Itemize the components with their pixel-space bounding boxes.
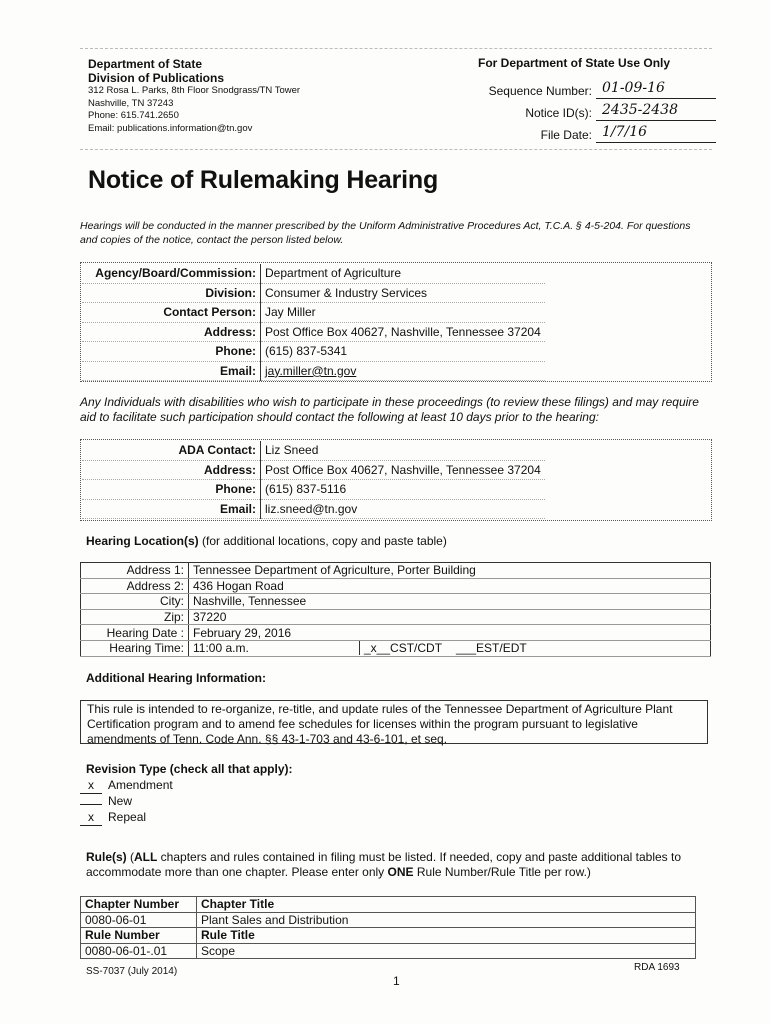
ada-contact-value[interactable]: Liz Sneed: [261, 441, 545, 460]
repeal-label: Repeal: [108, 809, 147, 824]
address2-value[interactable]: 436 Hogan Road: [189, 578, 711, 594]
dept-address: 312 Rosa L. Parks, 8th Floor Snodgrass/TN Tower: [88, 85, 301, 96]
rules-table: [80, 896, 696, 959]
contact-row: [82, 303, 545, 323]
chapter-row: [81, 912, 696, 928]
agency-table: [82, 264, 545, 381]
repeal-checkbox[interactable]: x: [80, 810, 102, 827]
zip-value[interactable]: 37220: [189, 609, 711, 625]
agency-row: [82, 264, 545, 283]
page-title: Notice of Rulemaking Hearing: [88, 166, 439, 194]
new-label: New: [108, 794, 133, 808]
rules-instructions: Rule(s) (ALL chapters and rules contained in filing must be listed. If needed, copy and paste additional tables to accommodate more than one chapter. Please enter only ONE Rule Number/Rule Title per row.): [86, 850, 682, 879]
ada-address-row: [82, 460, 545, 480]
agency-label: Agency/Board/Commission:: [82, 264, 261, 283]
address-label: Address:: [82, 322, 261, 342]
address2-label: Address 2:: [81, 578, 189, 594]
address-row: [82, 322, 545, 342]
revision-heading: Revision Type (check all that apply):: [86, 762, 293, 776]
location-heading: [86, 534, 447, 548]
ada-address-value[interactable]: Post Office Box 40627, Nashville, Tennessee 37204: [261, 460, 545, 480]
hearing-date-value[interactable]: February 29, 2016: [189, 625, 711, 641]
rda-number: RDA 1693: [634, 962, 680, 973]
dept-contact-block: [88, 57, 300, 135]
rules-heading-post: Rule Number/Rule Title per row.): [413, 865, 591, 879]
rules-heading-all: ALL: [134, 850, 158, 864]
additional-heading: [86, 671, 266, 685]
rules-heading-mid: chapters and rules contained in filing must be listed. If needed, copy and paste additional tables to accommodate more than one chapter. Please enter only: [86, 850, 682, 879]
revision-item: [80, 794, 293, 810]
contact-value[interactable]: Jay Miller: [261, 303, 545, 323]
location-heading-bold: Hearing Location(s): [86, 534, 199, 548]
email-row: [82, 361, 545, 381]
division-value[interactable]: Consumer & Industry Services: [261, 283, 545, 303]
rules-heading-bold: Rule(s): [86, 850, 127, 864]
location-row: [81, 563, 711, 579]
address-value[interactable]: Post Office Box 40627, Nashville, Tennessee 37204: [261, 322, 545, 342]
page-number: 1: [393, 974, 400, 988]
rule-header-row: [81, 928, 696, 944]
location-row: [81, 578, 711, 594]
notice-value[interactable]: 2435-2438: [596, 102, 716, 121]
ada-table: [82, 441, 545, 519]
division-name: Division of Publications: [88, 71, 225, 85]
new-checkbox[interactable]: [80, 804, 102, 805]
address1-value[interactable]: Tennessee Department of Agriculture, Porter Building: [189, 563, 711, 579]
ada-phone-value[interactable]: (615) 837-5116: [261, 480, 545, 500]
agency-value[interactable]: Department of Agriculture: [261, 264, 545, 283]
tz-est-option[interactable]: ___EST/EDT: [456, 641, 527, 656]
state-use-block: [470, 56, 710, 143]
tz-cst-option[interactable]: _x__CST/CDT: [364, 641, 443, 656]
chapter-title-header: Chapter Title: [197, 897, 696, 913]
timezone-options: [359, 641, 541, 655]
sequence-value[interactable]: 01-09-16: [596, 80, 716, 99]
rule-number-value[interactable]: 0080-06-01-.01: [81, 943, 197, 959]
file-date-row: [470, 124, 710, 143]
rule-title-header: Rule Title: [197, 928, 696, 944]
rules-heading-one: ONE: [387, 865, 414, 879]
chapter-number-value[interactable]: 0080-06-01: [81, 912, 197, 928]
rule-title-value[interactable]: Scope: [197, 943, 696, 959]
dept-name: Department of State: [88, 57, 203, 71]
notice-label: Notice ID(s):: [525, 106, 592, 120]
rule-number-header: Rule Number: [81, 928, 197, 944]
ada-address-label: Address:: [82, 460, 261, 480]
additional-heading-text: Additional Hearing Information:: [86, 671, 266, 685]
location-row: [81, 594, 711, 610]
address1-label: Address 1:: [81, 563, 189, 579]
sequence-label: Sequence Number:: [488, 84, 592, 98]
file-date-value[interactable]: 1/7/16: [596, 124, 716, 143]
additional-info-box[interactable]: This rule is intended to re-organize, re-title, and update rules of the Tennessee Department of Agriculture Plant Certification program and to amend fee schedules for licenses within the program pursuant to legislative amendments of Tenn. Code Ann. §§ 43-1-703 and 43-6-101, et seq.: [80, 700, 708, 744]
phone-label: Phone:: [82, 342, 261, 362]
phone-value[interactable]: (615) 837-5341: [261, 342, 545, 362]
ada-contact-label: ADA Contact:: [82, 441, 261, 460]
file-date-label: File Date:: [540, 128, 592, 142]
contact-label: Contact Person:: [82, 303, 261, 323]
hearing-time-cell: [189, 640, 711, 656]
state-use-title: For Department of State Use Only: [478, 56, 671, 70]
division-label: Division:: [82, 283, 261, 303]
ada-email-value[interactable]: liz.sneed@tn.gov: [261, 499, 545, 519]
chapter-title-value[interactable]: Plant Sales and Distribution: [197, 912, 696, 928]
dept-city: Nashville, TN 37243: [88, 97, 174, 109]
ada-note: Any Individuals with disabilities who wish to participate in these proceedings (to review these filings) and may require aid to facilitate such participation should contact the following at least 10 days prior to the hearing:: [80, 395, 699, 424]
ada-phone-row: [82, 480, 545, 500]
form-number: SS-7037 (July 2014): [86, 966, 178, 977]
ada-phone-label: Phone:: [82, 480, 261, 500]
intro-note: Hearings will be conducted in the manner prescribed by the Uniform Administrative Procedures Act, T.C.A. § 4-5-204. For questions and copies of the notice, contact the person listed below.: [80, 220, 691, 246]
revision-item: [80, 778, 293, 795]
division-row: [82, 283, 545, 303]
amendment-checkbox[interactable]: x: [80, 778, 102, 795]
dept-email: Email: publications.information@tn.gov: [88, 122, 253, 134]
location-row: [81, 609, 711, 625]
location-table: [80, 562, 711, 657]
hearing-date-label: Hearing Date :: [81, 625, 189, 641]
ada-email-label: Email:: [82, 499, 261, 519]
hearing-time-label: Hearing Time:: [81, 640, 189, 656]
rule-row: [81, 943, 696, 959]
ada-contact-row: [82, 441, 545, 460]
sequence-row: [470, 80, 710, 99]
hearing-time-value[interactable]: 11:00 a.m.: [193, 641, 249, 656]
email-label: Email:: [82, 361, 261, 381]
location-heading-note: (for additional locations, copy and paste table): [198, 534, 447, 548]
email-link[interactable]: jay.miller@tn.gov: [261, 361, 545, 381]
notice-row: [470, 102, 710, 121]
revision-block: [80, 762, 293, 826]
amendment-label: Amendment: [108, 777, 173, 792]
zip-label: Zip:: [81, 609, 189, 625]
location-row: [81, 625, 711, 641]
city-value[interactable]: Nashville, Tennessee: [189, 594, 711, 610]
phone-row: [82, 342, 545, 362]
ada-email-row: [82, 499, 545, 519]
dept-phone: Phone: 615.741.2650: [88, 110, 179, 121]
chapter-header-row: [81, 897, 696, 913]
chapter-number-header: Chapter Number: [81, 897, 197, 913]
location-row: [81, 640, 711, 656]
city-label: City:: [81, 594, 189, 610]
revision-item: [80, 810, 293, 827]
